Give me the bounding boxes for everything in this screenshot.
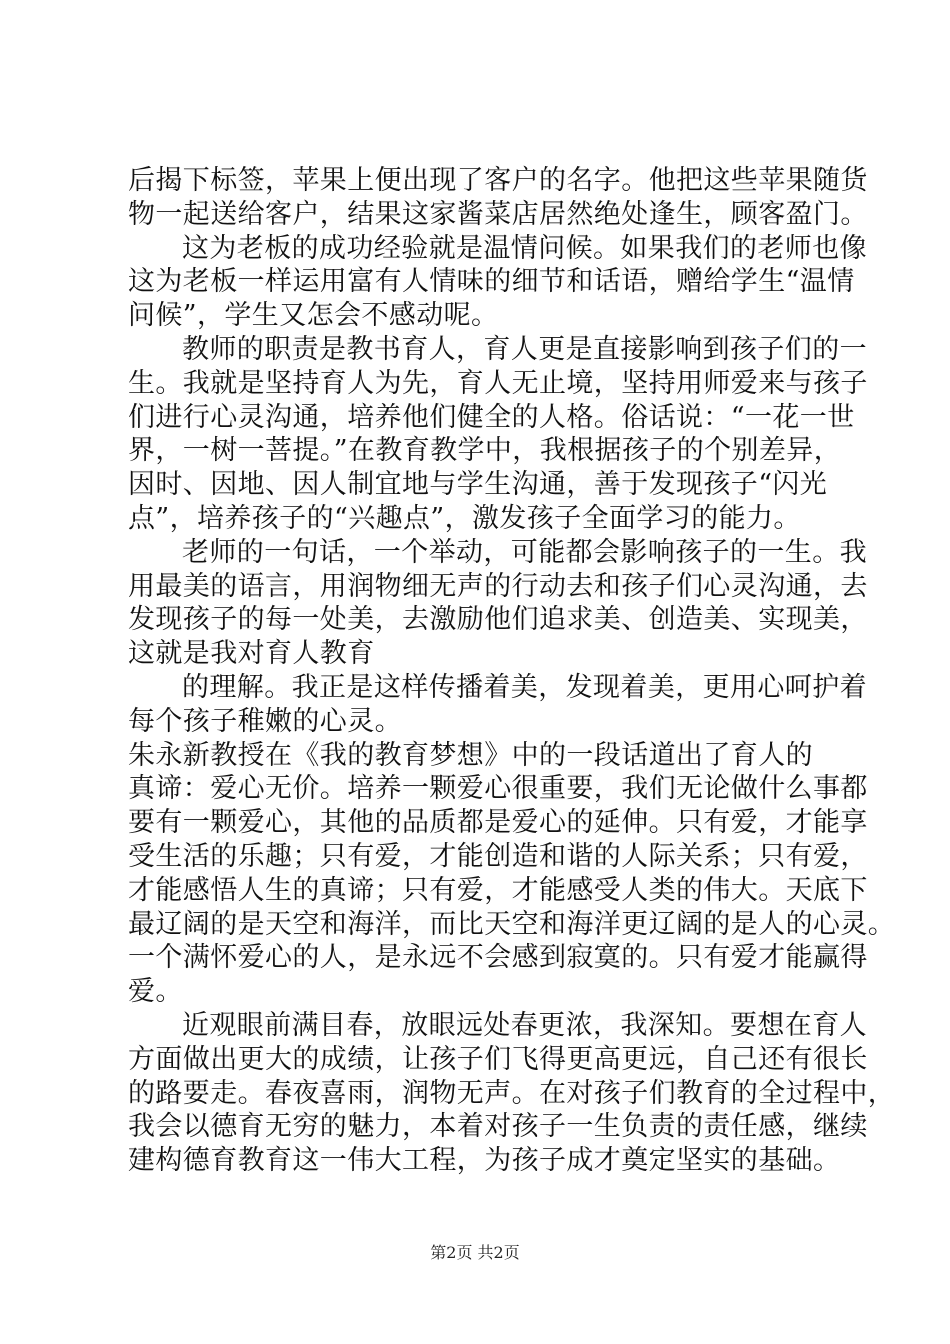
text-line: 问候”，学生又怎会不感动呢。 bbox=[128, 300, 499, 332]
text-line: 每个孩子稚嫩的心灵。 bbox=[128, 705, 402, 737]
text-line: 的理解。我正是这样传播着美，发现着美，更用心呵护着 bbox=[182, 671, 867, 703]
body-text bbox=[128, 164, 896, 1178]
text-line: 用最美的语言，用润物细无声的行动去和孩子们心灵沟通，去 bbox=[128, 570, 868, 602]
text-line: 生。我就是坚持育人为先，育人无止境，坚持用师爱来与孩子 bbox=[128, 367, 868, 399]
text-line: 教师的职责是教书育人，育人更是直接影响到孩子们的一 bbox=[182, 333, 867, 365]
text-line: 点”，培养孩子的“兴趣点”，激发孩子全面学习的能力。 bbox=[128, 502, 801, 534]
text-line: 受生活的乐趣；只有爱，才能创造和谐的人际关系；只有爱， bbox=[128, 840, 868, 872]
text-line: 后揭下标签，苹果上便出现了客户的名字。他把这些苹果随货 bbox=[128, 165, 868, 196]
text-line: 这为老板的成功经验就是温情问候。如果我们的老师也像 bbox=[182, 232, 867, 264]
text-line: 老师的一句话，一个举动，可能都会影响孩子的一生。我 bbox=[182, 536, 867, 568]
text-line: 一个满怀爱心的人，是永远不会感到寂寞的。只有爱才能赢得 bbox=[128, 942, 868, 974]
text-line: 最辽阔的是天空和海洋，而比天空和海洋更辽阔的是人的心灵。 bbox=[128, 908, 896, 940]
text-line: 这就是我对育人教育 bbox=[128, 638, 375, 670]
text-line: 发现孩子的每一处美，去激励他们追求美、创造美、实现美， bbox=[128, 604, 868, 636]
text-line: 们进行心灵沟通，培养他们健全的人格。俗话说：“一花一世 bbox=[128, 401, 855, 433]
text-line: 的路要走。春夜喜雨，润物无声。在对孩子们教育的全过程中， bbox=[128, 1077, 896, 1109]
text-line: 我会以德育无穷的魅力，本着对孩子一生负责的责任感，继续 bbox=[128, 1111, 868, 1143]
text-line: 方面做出更大的成绩，让孩子们飞得更高更远，自己还有很长 bbox=[128, 1043, 868, 1075]
text-line: 才能感悟人生的真谛；只有爱，才能感受人类的伟大。天底下 bbox=[128, 874, 868, 906]
page-number-footer: 第2页 共2页 bbox=[430, 1243, 520, 1262]
text-line: 近观眼前满目春，放眼远处春更浓，我深知。要想在育人 bbox=[182, 1009, 867, 1041]
text-line: 爱。 bbox=[128, 976, 183, 1008]
text-line: 朱永新教授在《我的教育梦想》中的一段话道出了育人的 bbox=[128, 739, 813, 771]
text-line: 这为老板一样运用富有人情味的细节和话语，赠给学生“温情 bbox=[128, 266, 855, 298]
text-line: 真谛：爱心无价。培养一颗爱心很重要，我们无论做什么事都 bbox=[128, 773, 868, 805]
text-line: 界，一树一菩提。”在教育教学中，我根据孩子的个别差异， bbox=[128, 435, 842, 467]
text-line: 建构德育教育这一伟大工程，为孩子成才奠定坚实的基础。 bbox=[128, 1145, 841, 1177]
text-line: 物一起送给客户，结果这家酱菜店居然绝处逢生，顾客盈门。 bbox=[128, 198, 868, 230]
text-line: 要有一颗爱心，其他的品质都是爱心的延伸。只有爱，才能享 bbox=[128, 807, 868, 839]
text-line: 因时、因地、因人制宜地与学生沟通，善于发现孩子“闪光 bbox=[128, 469, 828, 501]
